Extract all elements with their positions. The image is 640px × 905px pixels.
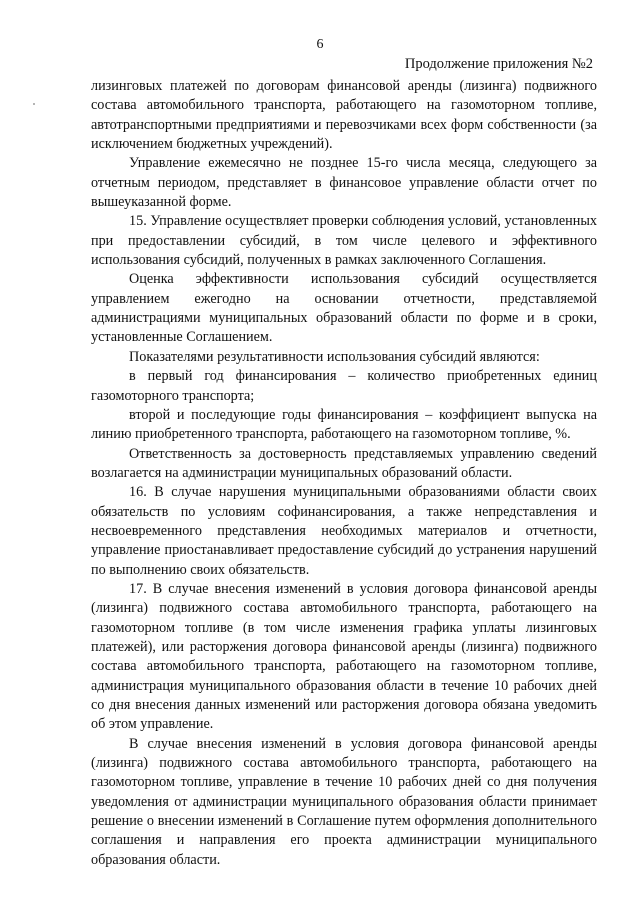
scan-speck — [33, 103, 35, 105]
paragraph-agreement-amendment: В случае внесения изменений в условия договора финансовой аренды (лизинга) подвижного состава автомобильного транспорта, работающего на газомоторном топливе, управление в течение 10 рабочих дней со дня получения уведомления от администрации муниципального образования области принимает решение о внесении изменений в Соглашение путем оформления дополнительного соглашения и направления его проекта администрации муниципального образования области. — [91, 735, 597, 868]
paragraph-efficiency-evaluation: Оценка эффективности использования субсидий осуществляется управлением ежегодно на основании отчетности, представляемой администрациями муниципальных образований области по форме и в сроки, установленные Соглашением. — [91, 271, 597, 346]
paragraph-indicator-following-years: второй и последующие годы финансирования – коэффициент выпуска на линию приобретенного транспорта, работающего на газомоторном топливе, %. — [91, 406, 597, 443]
paragraph-continuation: лизинговых платежей по договорам финансовой аренды (лизинга) подвижного состава автомобильного транспорта, работающего на газомоторном топливе, автотранспортными предприятиями и перевозчиками всех форм собственности (за исключением бюджетных учреждений). — [91, 78, 597, 153]
paragraph-indicators-intro: Показателями результативности использования субсидий являются: — [129, 348, 540, 365]
appendix-continuation-note: Продолжение приложения №2 — [404, 56, 593, 72]
paragraph-item-17: 17. В случае внесения изменений в условия договора финансовой аренды (лизинга) подвижного состава автомобильного транспорта, работающего на газомоторном топливе (в том числе изменения графика уплаты лизинговых платежей), или расторжения договора финансовой аренды (лизинга) подвижного состава автомобильного транспорта, работающего на газомоторном топливе, администрация муниципального образования области в течение 10 рабочих дней со дня внесения данных изменений или расторжения договора обязана уведомить об этом управление. — [91, 580, 597, 733]
page-number: 6 — [316, 37, 324, 52]
document-body — [91, 77, 597, 870]
paragraph-responsibility: Ответственность за достоверность представляемых управлению сведений возлагается на администрации муниципальных образований области. — [91, 445, 597, 481]
paragraph-item-16: 16. В случае нарушения муниципальными образованиями области своих обязательств по условиям софинансирования, а также непредставления и несвоевременного представления необходимых материалов и отчетности, управление приостанавливает предоставление субсидий до устранения нарушений по выполнению своих обязательств. — [91, 484, 597, 578]
paragraph-item-15: 15. Управление осуществляет проверки соблюдения условий, установленных при предоставлении субсидий, в том числе целевого и эффективного использования субсидий, полученных в рамках заключенного Соглашения. — [91, 213, 597, 269]
paragraph-monthly-report: Управление ежемесячно не позднее 15-го числа месяца, следующего за отчетным периодом, представляет в финансовое управление области отчет по вышеуказанной форме. — [91, 155, 597, 211]
paragraph-indicator-first-year: в первый год финансирования – количество приобретенных единиц газомоторного транспорта; — [91, 368, 597, 404]
